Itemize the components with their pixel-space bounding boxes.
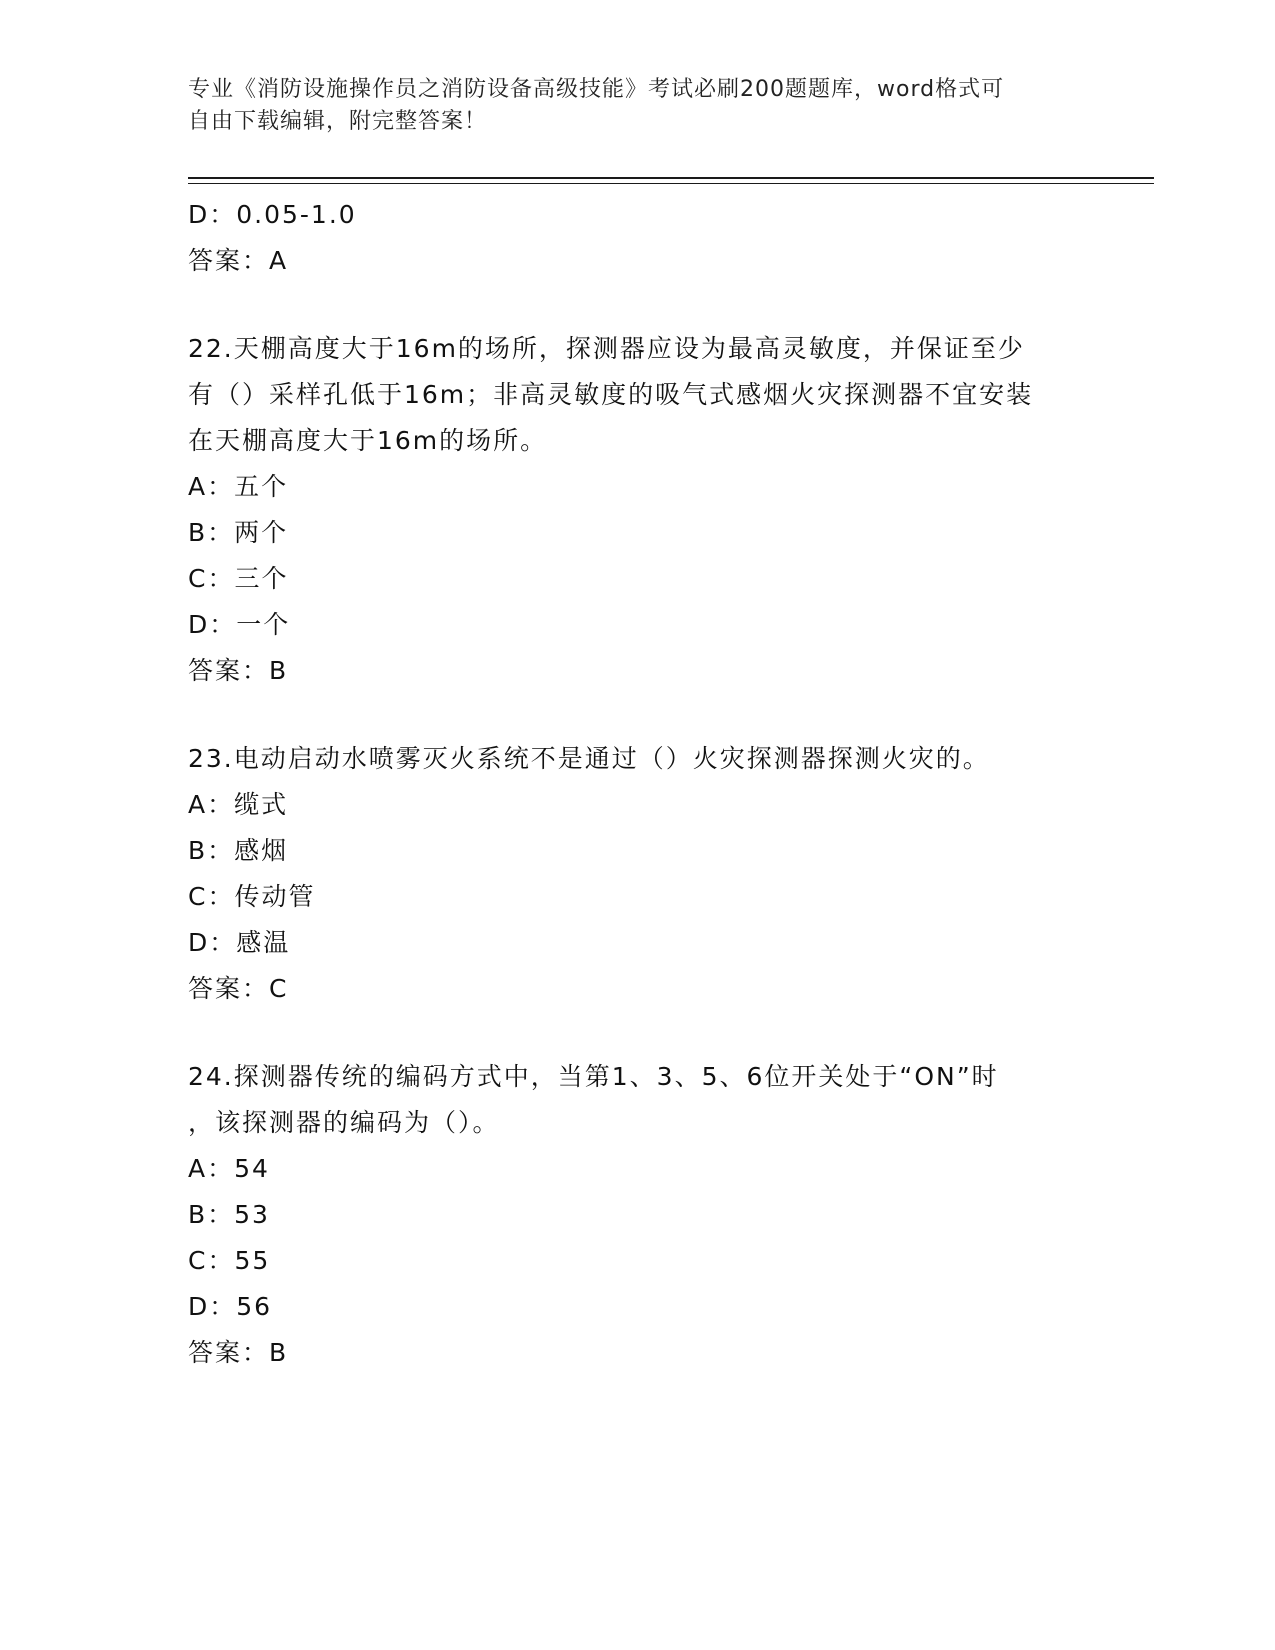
option-d: D：感温	[188, 928, 291, 957]
option-c: C：55	[188, 1246, 271, 1275]
answer-line: 答案：B	[188, 1338, 289, 1367]
option-c: C：传动管	[188, 882, 316, 911]
header-rule-thick	[188, 177, 1154, 179]
option-b: B：两个	[188, 518, 289, 547]
question-text-line: ，该探测器的编码为（）。	[188, 1108, 500, 1137]
question-22	[188, 326, 1088, 694]
question-text-line: 在天棚高度大于16m的场所。	[188, 426, 548, 455]
option-a: A：五个	[188, 472, 289, 501]
option-a: A：缆式	[188, 790, 289, 819]
header-line-2: 自由下载编辑，附完整答案！	[188, 109, 488, 134]
question-text-line: 22.天棚高度大于16m的场所，探测器应设为最高灵敏度，并保证至少	[188, 334, 1025, 363]
header-line-1: 专业《消防设施操作员之消防设备高级技能》考试必刷200题题库，word格式可	[188, 77, 1005, 102]
question-23	[188, 736, 1088, 1012]
answer-line: 答案：B	[188, 656, 289, 685]
answer-line: 答案：C	[188, 974, 289, 1003]
answer-line: 答案：A	[188, 246, 289, 275]
option-b: B：53	[188, 1200, 270, 1229]
option-a: A：54	[188, 1154, 270, 1183]
option-c: C：三个	[188, 564, 289, 593]
option-d: D：56	[188, 1292, 273, 1321]
document-header	[188, 74, 1068, 138]
question-list	[188, 192, 1088, 1376]
question-24	[188, 1054, 1088, 1376]
previous-question-fragment	[188, 192, 1088, 284]
question-text-line: 23.电动启动水喷雾灭火系统不是通过（）火灾探测器探测火灾的。	[188, 744, 990, 773]
option-d: D：一个	[188, 610, 291, 639]
header-rule-thin	[188, 183, 1154, 184]
question-text-line: 有（）采样孔低于16m；非高灵敏度的吸气式感烟火灾探测器不宜安装	[188, 380, 1034, 409]
option-b: B：感烟	[188, 836, 289, 865]
option-d: D：0.05-1.0	[188, 200, 357, 229]
question-text-line: 24.探测器传统的编码方式中，当第1、3、5、6位开关处于“ON”时	[188, 1062, 999, 1091]
